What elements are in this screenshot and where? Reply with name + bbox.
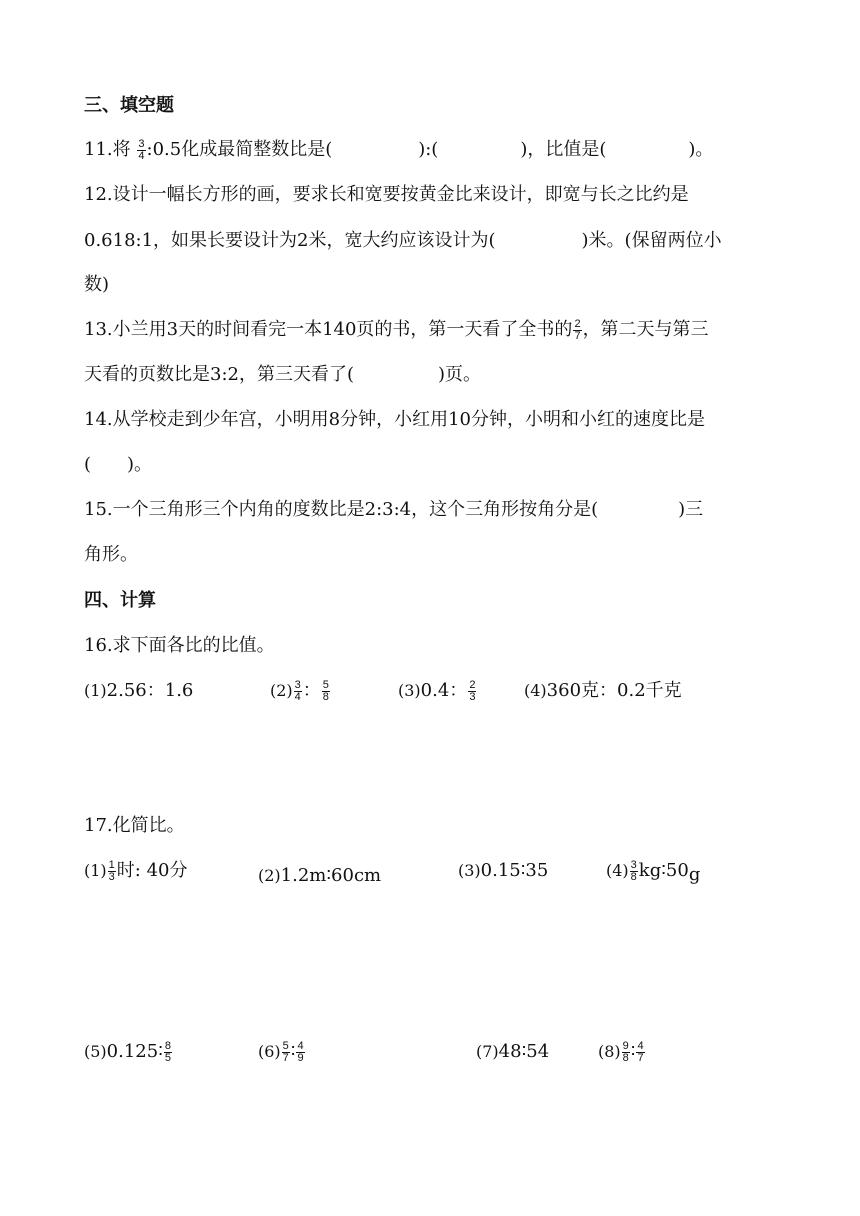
question-12-line-2: 0.618:1，如果长要设计为2米，宽大约应该设计为( )米。(保留两位小: [84, 230, 722, 251]
question-16-prompt: 16.求下面各比的比值。: [84, 635, 275, 656]
q17-part-8: (8) $\frac{9}{8}$ ∶ $\frac{4}{7}$: [598, 1039, 644, 1064]
question-11: 11.将 $\frac{3}{4}$ :0.5化成最简整数比是( ):( )，比值是( )。: [84, 137, 714, 162]
section-4-title: 四、计算: [84, 590, 156, 611]
question-15-line-1: 15.一个三角形三个内角的度数比是2:3:4，这个三角形按角分是( )三: [84, 499, 704, 520]
question-13-line-1: 13.小兰用3天的时间看完一本140页的书，第一天看了全书的 $\frac{2}{7}$ ，第二天与第三: [84, 317, 709, 342]
q17-part-2: (2)1.2m∶60cm: [258, 865, 382, 886]
q16-part-2: (2) $\frac{3}{4}$ ： $\frac{5}{8}$: [270, 678, 329, 703]
q16-part-1: (1)2.56：1.6: [84, 680, 194, 701]
q16-part-4: (4)360克：0.2千克: [524, 680, 682, 701]
question-17-prompt: 17.化简比。: [84, 815, 185, 836]
q17-part-3: (3)0.15∶35: [458, 860, 549, 881]
section-3-title: 三、填空题: [84, 95, 174, 116]
question-15-line-2: 角形。: [84, 544, 138, 565]
q17-part-1: (1) $\frac{1}{3}$ 时: 40分: [84, 858, 188, 883]
question-14-line-1: 14.从学校走到少年宫，小明用8分钟，小红用10分钟，小明和小红的速度比是: [84, 409, 705, 430]
fraction-3-4: $\frac{3}{4}$: [138, 137, 145, 162]
q16-part-3: (3)0.4： $\frac{2}{3}$: [398, 678, 476, 703]
q17-part-5: (5)0.125∶ $\frac{8}{5}$: [84, 1039, 172, 1064]
question-12-line-1: 12.设计一幅长方形的画，要求长和宽要按黄金比来设计，即宽与长之比约是: [84, 184, 689, 205]
q17-part-4: (4) $\frac{3}{8}$ kg∶50g: [606, 858, 701, 885]
q17-part-7: (7)48∶54: [476, 1041, 550, 1062]
fraction-2-7: $\frac{2}{7}$: [574, 317, 581, 342]
q11-number: 11.: [84, 139, 113, 160]
question-12-line-3: 数): [84, 274, 110, 295]
question-13-line-2: 天看的页数比是3:2，第三天看了( )页。: [84, 364, 482, 385]
q17-part-6: (6) $\frac{5}{7}$ ∶ $\frac{4}{9}$: [258, 1039, 304, 1064]
question-14-line-2: ( )。: [84, 454, 153, 475]
